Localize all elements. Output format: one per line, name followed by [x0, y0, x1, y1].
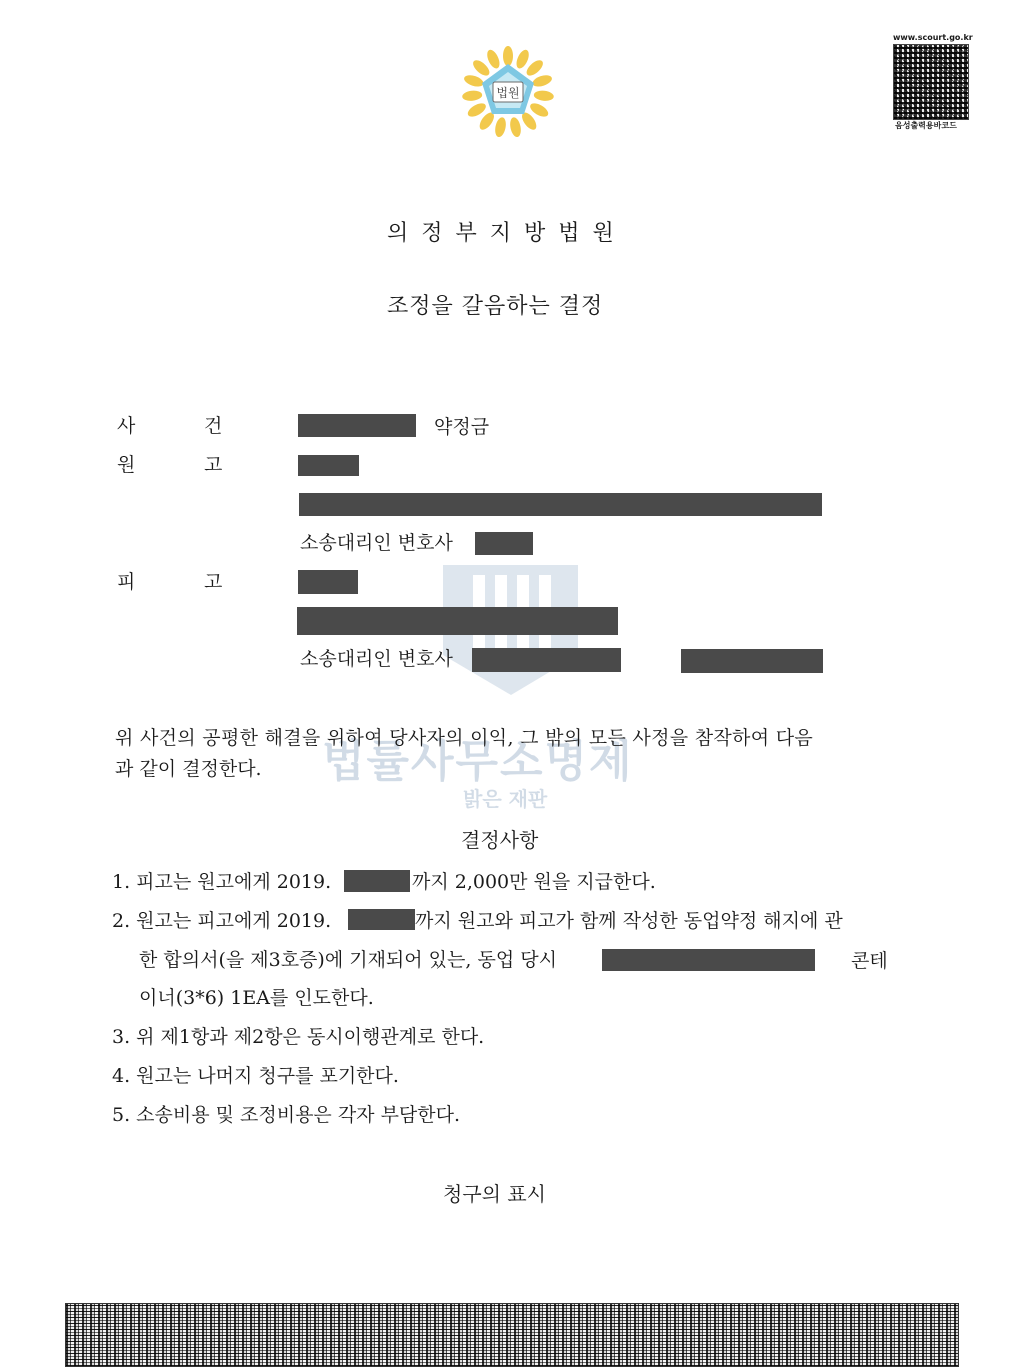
decision-item-5: 5. 소송비용 및 조정비용은 각자 부담한다.: [112, 1104, 461, 1126]
document-title: 조정을 갈음하는 결정: [387, 294, 604, 319]
redacted-date-1: [344, 870, 410, 892]
decision-item-1-end: 까지 2,000만 원을 지급한다.: [412, 871, 656, 893]
decision-item-4: 4. 원고는 나머지 청구를 포기한다.: [112, 1065, 399, 1087]
qr-url-text: www.scourt.go.kr: [893, 33, 973, 42]
court-emblem: [459, 42, 557, 138]
redacted-plaintiff-attorney: [475, 532, 533, 555]
decision-item-2-start: 2. 원고는 피고에게 2019.: [112, 910, 332, 932]
decision-item-2-end: 까지 원고와 피고가 함께 작성한 동업약정 해지에 관: [415, 910, 843, 932]
redacted-plaintiff-name: [298, 455, 359, 476]
plaintiff-attorney-label: 소송대리인 변호사: [300, 532, 453, 554]
intro-line-2: 과 같이 결정한다.: [115, 758, 262, 780]
redacted-defendant-attorney-2: [681, 649, 823, 673]
claim-heading: 청구의 표시: [443, 1182, 546, 1206]
plaintiff-label-b: 고: [204, 454, 223, 476]
qr-caption: 음성출력용바코드: [895, 121, 957, 130]
case-label-a: 사: [117, 415, 136, 437]
defendant-label-b: 고: [204, 571, 223, 593]
decision-item-3: 3. 위 제1항과 제2항은 동시이행관계로 한다.: [112, 1026, 485, 1048]
decision-item-2-line-3: 이너(3*6) 1EA를 인도한다.: [139, 987, 374, 1009]
redacted-date-2: [348, 909, 415, 930]
watermark-text: 법률사무소명제: [322, 736, 634, 787]
case-type: 약정금: [434, 416, 490, 438]
document-barcode: [65, 1303, 959, 1367]
qr-code: [893, 44, 969, 120]
decision-item-1-start: 1. 피고는 원고에게 2019.: [112, 871, 332, 893]
redacted-defendant-address: [297, 607, 618, 635]
decision-heading: 결정사항: [461, 828, 539, 852]
watermark-subtext: 밝은 재판: [463, 787, 548, 811]
intro-line-1: 위 사건의 공평한 해결을 위하여 당사자의 이익, 그 밖의 모든 사정을 참작하여 다음: [115, 727, 813, 749]
plaintiff-label-a: 원: [117, 454, 136, 476]
decision-item-2-line-2-end: 콘테: [851, 950, 888, 972]
decision-item-2-line-2: 한 합의서(을 제3호증)에 기재되어 있는, 동업 당시: [139, 949, 557, 971]
redacted-case-number: [298, 414, 416, 437]
court-name: 의 정 부 지 방 법 원: [387, 221, 617, 246]
redacted-plaintiff-address: [299, 493, 822, 516]
redacted-defendant-name: [298, 570, 358, 594]
emblem-label: 법원: [496, 86, 520, 100]
redacted-defendant-attorney-1: [472, 648, 621, 672]
defendant-label-a: 피: [117, 571, 136, 593]
defendant-attorney-label: 소송대리인 변호사: [300, 648, 453, 670]
redacted-location: [602, 949, 815, 971]
case-label-b: 건: [204, 415, 223, 437]
